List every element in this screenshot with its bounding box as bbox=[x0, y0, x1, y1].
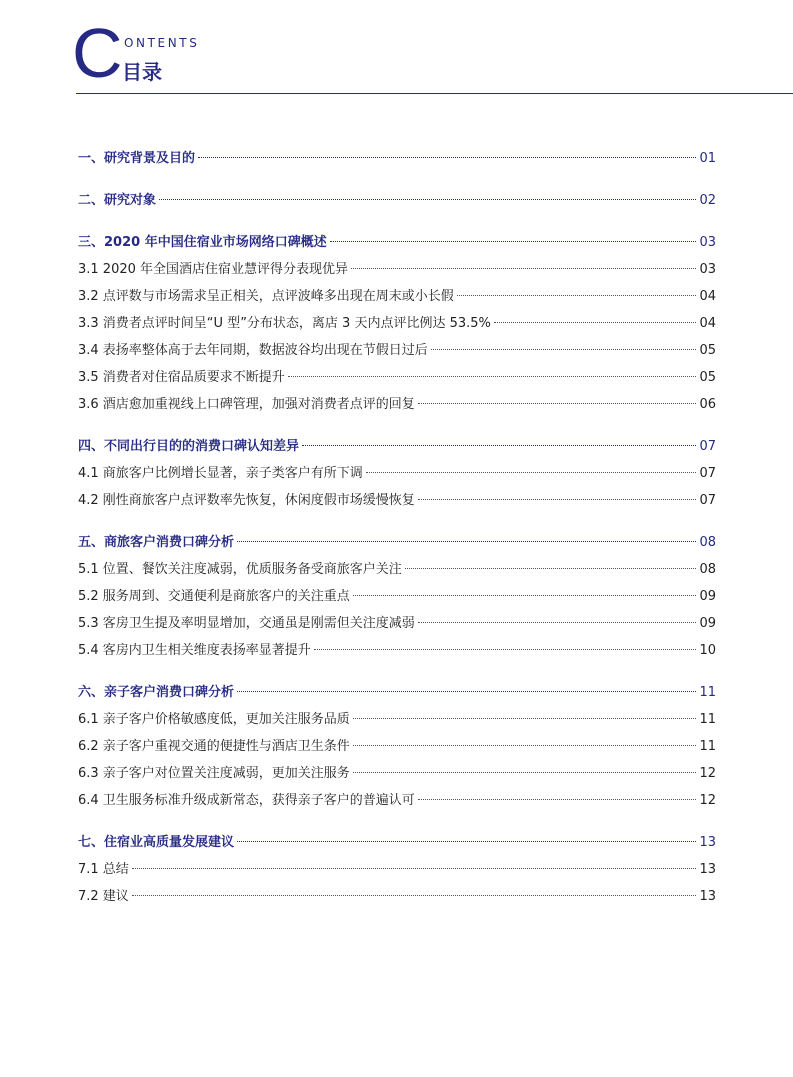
toc-page-number: 09 bbox=[699, 589, 716, 604]
dot-leader bbox=[418, 799, 697, 800]
toc-entry-title: 3.4 表扬率整体高于去年同期，数据波谷均出现在节假日过后 bbox=[78, 343, 428, 358]
toc-entry-title: 6.2 亲子客户重视交通的便捷性与酒店卫生条件 bbox=[78, 739, 350, 754]
toc-section-row[interactable] bbox=[78, 829, 716, 856]
toc-page-number: 08 bbox=[699, 535, 716, 550]
dot-leader bbox=[353, 745, 697, 746]
toc-entry-title: 5.2 服务周到、交通便利是商旅客户的关注重点 bbox=[78, 589, 350, 604]
contents-header bbox=[0, 0, 793, 100]
dot-leader bbox=[132, 868, 697, 869]
toc-page-number: 13 bbox=[699, 862, 716, 877]
toc-item-row[interactable] bbox=[78, 883, 716, 910]
dot-leader bbox=[457, 295, 697, 296]
toc-page-number: 04 bbox=[699, 316, 716, 331]
toc-section-row[interactable] bbox=[78, 145, 716, 172]
toc-entry-title: 5.3 客房卫生提及率明显增加，交通虽是刚需但关注度减弱 bbox=[78, 616, 415, 631]
dot-leader bbox=[353, 595, 697, 596]
toc-entry-title: 7.2 建议 bbox=[78, 889, 129, 904]
toc-entry-title: 4.2 刚性商旅客户点评数率先恢复，休闲度假市场缓慢恢复 bbox=[78, 493, 415, 508]
toc-entry-title: 6.1 亲子客户价格敏感度低，更加关注服务品质 bbox=[78, 712, 350, 727]
toc-item-row[interactable] bbox=[78, 637, 716, 664]
toc-page-number: 12 bbox=[699, 766, 716, 781]
toc-item-row[interactable] bbox=[78, 364, 716, 391]
toc-item-row[interactable] bbox=[78, 787, 716, 814]
contents-word: ONTENTS bbox=[124, 36, 200, 50]
toc-section-row[interactable] bbox=[78, 679, 716, 706]
toc-entry-title: 7.1 总结 bbox=[78, 862, 129, 877]
toc-entry-title: 三、2020 年中国住宿业市场网络口碑概述 bbox=[78, 235, 327, 250]
toc-section-row[interactable] bbox=[78, 229, 716, 256]
dot-leader bbox=[405, 568, 697, 569]
toc-item-row[interactable] bbox=[78, 706, 716, 733]
toc-entry-title: 5.1 位置、餐饮关注度减弱，优质服务备受商旅客户关注 bbox=[78, 562, 402, 577]
dot-leader bbox=[330, 241, 697, 242]
toc-page-number: 07 bbox=[699, 439, 716, 454]
dot-leader bbox=[132, 895, 697, 896]
dot-leader bbox=[159, 199, 696, 200]
toc-entry-title: 一、研究背景及目的 bbox=[78, 151, 196, 166]
toc-section-row[interactable] bbox=[78, 187, 716, 214]
toc-page-number: 04 bbox=[699, 289, 716, 304]
toc-page-number: 07 bbox=[699, 493, 716, 508]
dot-leader bbox=[302, 445, 696, 446]
toc-item-row[interactable] bbox=[78, 256, 716, 283]
toc-entry-title: 6.3 亲子客户对位置关注度减弱，更加关注服务 bbox=[78, 766, 350, 781]
toc-page-number: 06 bbox=[699, 397, 716, 412]
toc-entry-title: 4.1 商旅客户比例增长显著，亲子类客户有所下调 bbox=[78, 466, 363, 481]
toc-item-row[interactable] bbox=[78, 733, 716, 760]
toc-item-row[interactable] bbox=[78, 583, 716, 610]
dot-leader bbox=[237, 691, 696, 692]
toc-entry-title: 3.3 消费者点评时间呈“U 型”分布状态，离店 3 天内点评比例达 53.5% bbox=[78, 316, 491, 331]
toc-item-row[interactable] bbox=[78, 856, 716, 883]
toc-item-row[interactable] bbox=[78, 310, 716, 337]
dot-leader bbox=[494, 322, 697, 323]
toc-item-row[interactable] bbox=[78, 337, 716, 364]
toc-entry-title: 3.6 酒店愈加重视线上口碑管理，加强对消费者点评的回复 bbox=[78, 397, 415, 412]
page-title: 目录 bbox=[122, 60, 162, 84]
dot-leader bbox=[237, 841, 696, 842]
dot-leader bbox=[237, 541, 696, 542]
toc-item-row[interactable] bbox=[78, 556, 716, 583]
toc-page-number: 02 bbox=[699, 193, 716, 208]
toc-entry-title: 3.2 点评数与市场需求呈正相关，点评波峰多出现在周末或小长假 bbox=[78, 289, 454, 304]
toc-page-number: 03 bbox=[699, 235, 716, 250]
dot-leader bbox=[353, 718, 697, 719]
toc-page-number: 03 bbox=[699, 262, 716, 277]
toc-page-number: 12 bbox=[699, 793, 716, 808]
toc-entry-title: 五、商旅客户消费口碑分析 bbox=[78, 535, 235, 550]
toc-entry-title: 5.4 客房内卫生相关维度表扬率显著提升 bbox=[78, 643, 311, 658]
toc-item-row[interactable] bbox=[78, 487, 716, 514]
toc-page-number: 08 bbox=[699, 562, 716, 577]
dot-leader bbox=[418, 622, 697, 623]
dot-leader bbox=[314, 649, 697, 650]
toc-section-row[interactable] bbox=[78, 433, 716, 460]
dot-leader bbox=[288, 376, 697, 377]
toc-entry-title: 3.5 消费者对住宿品质要求不断提升 bbox=[78, 370, 285, 385]
toc-entry-title: 四、不同出行目的的消费口碑认知差异 bbox=[78, 439, 300, 454]
toc-page-number: 10 bbox=[699, 643, 716, 658]
toc-page-number: 13 bbox=[699, 835, 716, 850]
table-of-contents bbox=[78, 145, 716, 910]
contents-initial-c: C bbox=[72, 14, 123, 92]
toc-page-number: 11 bbox=[699, 685, 716, 700]
toc-entry-title: 二、研究对象 bbox=[78, 193, 157, 208]
toc-item-row[interactable] bbox=[78, 283, 716, 310]
toc-entry-title: 六、亲子客户消费口碑分析 bbox=[78, 685, 235, 700]
toc-entry-title: 6.4 卫生服务标准升级成新常态，获得亲子客户的普遍认可 bbox=[78, 793, 415, 808]
toc-item-row[interactable] bbox=[78, 610, 716, 637]
header-divider bbox=[76, 93, 793, 94]
toc-entry-title: 3.1 2020 年全国酒店住宿业慧评得分表现优异 bbox=[78, 262, 349, 277]
dot-leader bbox=[431, 349, 697, 350]
toc-page-number: 05 bbox=[699, 343, 716, 358]
toc-page-number: 11 bbox=[699, 712, 716, 727]
dot-leader bbox=[353, 772, 697, 773]
toc-page-number: 05 bbox=[699, 370, 716, 385]
toc-page-number: 13 bbox=[699, 889, 716, 904]
dot-leader bbox=[351, 268, 696, 269]
toc-entry-title: 七、住宿业高质量发展建议 bbox=[78, 835, 235, 850]
dot-leader bbox=[418, 499, 697, 500]
toc-item-row[interactable] bbox=[78, 460, 716, 487]
toc-page-number: 09 bbox=[699, 616, 716, 631]
toc-item-row[interactable] bbox=[78, 391, 716, 418]
toc-page-number: 01 bbox=[699, 151, 716, 166]
dot-leader bbox=[366, 472, 697, 473]
toc-item-row[interactable] bbox=[78, 760, 716, 787]
dot-leader bbox=[198, 157, 696, 158]
toc-page-number: 11 bbox=[699, 739, 716, 754]
toc-page-number: 07 bbox=[699, 466, 716, 481]
dot-leader bbox=[418, 403, 697, 404]
toc-section-row[interactable] bbox=[78, 529, 716, 556]
